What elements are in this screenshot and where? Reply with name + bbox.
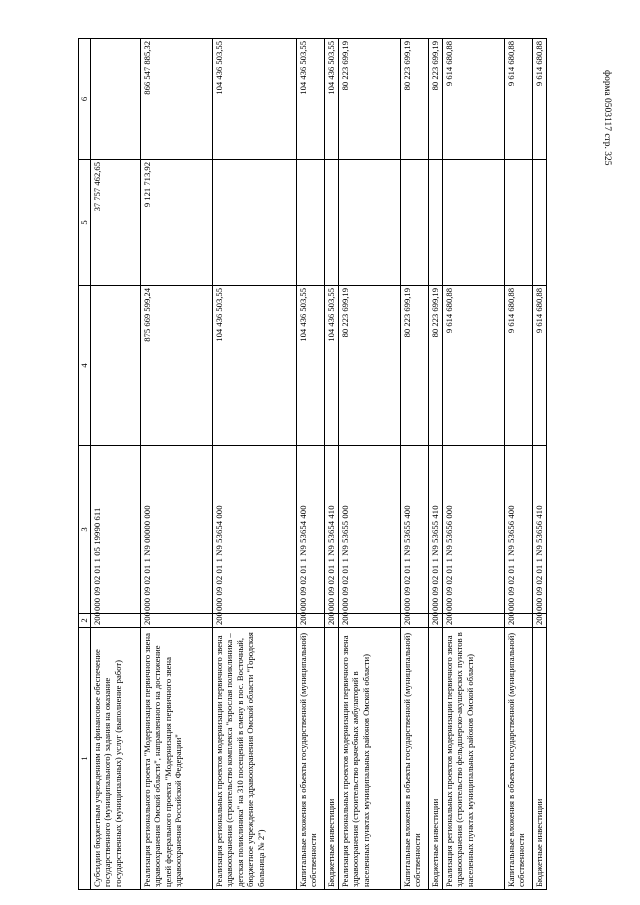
form-label: форма 0503117 стр. 325	[602, 70, 612, 166]
row-name: Субсидии бюджетным учреждениям на финансовое обеспечение государственного (муниципального) задания на оказание государственных (муниципальных) услуг (выполнение работ)	[91, 628, 141, 890]
table-row	[297, 39, 325, 890]
row-unexecuted: 80 223 699,19	[339, 39, 401, 160]
row-unexecuted: 9 614 680,88	[443, 39, 505, 160]
row-unexecuted: 9 614 680,88	[505, 39, 533, 160]
row-name: Капитальные вложения в объекты государственной (муниципальной) собственности	[401, 628, 429, 890]
table-row	[443, 39, 505, 890]
row-budget-code: 000 09 02 01 1 05 19990 611	[91, 446, 141, 614]
table-row	[213, 39, 297, 890]
header-col-2: 2	[79, 614, 91, 628]
table-row	[339, 39, 401, 890]
row-budget-code: 000 09 02 01 1 N9 53656 000	[443, 446, 505, 614]
header-col-5: 5	[79, 160, 91, 286]
row-line-code: 200	[401, 614, 429, 628]
row-approved: 9 614 680,88	[533, 286, 547, 446]
row-name: Бюджетные инвестиции	[325, 628, 339, 890]
row-executed	[443, 160, 505, 286]
row-approved: 104 436 503,55	[297, 286, 325, 446]
row-executed	[339, 160, 401, 286]
row-name: Реализация регионального проекта "Модернизация первичного звена здравоохранения Омской области", направленного на достижение целей федерального проекта "Модернизация первичного звена здравоохранения Российской Федерации"	[141, 628, 213, 890]
row-unexecuted: 80 223 699,19	[401, 39, 429, 160]
row-approved: 104 436 503,55	[325, 286, 339, 446]
row-name: Капитальные вложения в объекты государственной (муниципальной) собственности	[297, 628, 325, 890]
row-budget-code: 000 09 02 01 1 N9 53654 000	[213, 446, 297, 614]
row-line-code: 200	[339, 614, 401, 628]
rotated-page	[78, 39, 544, 890]
header-col-3: 3	[79, 446, 91, 614]
row-line-code: 200	[429, 614, 443, 628]
table-header-row	[79, 39, 91, 890]
header-col-6: 6	[79, 39, 91, 160]
row-executed	[505, 160, 533, 286]
table-row	[533, 39, 547, 890]
row-approved: 875 669 599,24	[141, 286, 213, 446]
row-line-code: 200	[141, 614, 213, 628]
row-executed	[401, 160, 429, 286]
table-row	[141, 39, 213, 890]
row-executed	[429, 160, 443, 286]
row-unexecuted	[91, 39, 141, 160]
row-budget-code: 000 09 02 01 1 N9 53656 410	[533, 446, 547, 614]
row-budget-code: 000 09 02 01 1 N9 53654 410	[325, 446, 339, 614]
row-line-code: 200	[91, 614, 141, 628]
row-budget-code: 000 09 02 01 1 N9 53655 400	[401, 446, 429, 614]
row-executed	[297, 160, 325, 286]
row-name: Капитальные вложения в объекты государственной (муниципальной) собственности	[505, 628, 533, 890]
row-unexecuted: 9 614 680,88	[533, 39, 547, 160]
row-line-code: 200	[505, 614, 533, 628]
row-name: Реализация региональных проектов модернизации первичного звена здравоохранения (строительство врачебных амбулаторий в населенных пунктах муниципальных районов Омской области)	[339, 628, 401, 890]
row-line-code: 200	[297, 614, 325, 628]
row-budget-code: 000 09 02 01 1 N9 53654 400	[297, 446, 325, 614]
table-row	[91, 39, 141, 890]
row-approved: 80 223 699,19	[339, 286, 401, 446]
header-col-1: 1	[79, 628, 91, 890]
table-row	[325, 39, 339, 890]
row-executed	[213, 160, 297, 286]
row-name: Реализация региональных проектов модернизации первичного звена здравоохранения (строительство фельдшерско-акушерских пунктов в населенных пунктах муниципальных районов Омской области)	[443, 628, 505, 890]
row-unexecuted: 104 436 503,55	[297, 39, 325, 160]
row-approved: 9 614 680,88	[443, 286, 505, 446]
budget-table	[78, 38, 547, 890]
row-approved: 80 223 699,19	[401, 286, 429, 446]
row-unexecuted: 80 223 699,19	[429, 39, 443, 160]
row-budget-code: 000 09 02 01 1 N9 53655 410	[429, 446, 443, 614]
row-name: Реализация региональных проектов модернизации первичного звена здравоохранения (строительство комплекса "взрослая поликлиника – детская поликлиника" на 310 посещений в смену в пос. Восточный, бюджетное учреждение здравоохранения Омской области "Городская больница № 2")	[213, 628, 297, 890]
row-approved	[91, 286, 141, 446]
row-budget-code: 000 09 02 01 1 N9 53656 400	[505, 446, 533, 614]
row-budget-code: 000 09 02 01 1 N9 00000 000	[141, 446, 213, 614]
row-unexecuted: 104 436 503,55	[213, 39, 297, 160]
table-row	[401, 39, 429, 890]
row-line-code: 200	[533, 614, 547, 628]
row-approved: 104 436 503,55	[213, 286, 297, 446]
row-name: Бюджетные инвестиции	[533, 628, 547, 890]
table-row	[429, 39, 443, 890]
row-budget-code: 000 09 02 01 1 N9 53655 000	[339, 446, 401, 614]
row-executed	[325, 160, 339, 286]
table-row	[505, 39, 533, 890]
row-line-code: 200	[325, 614, 339, 628]
row-executed: 37 757 462,65	[91, 160, 141, 286]
row-unexecuted: 104 436 503,55	[325, 39, 339, 160]
row-executed	[533, 160, 547, 286]
row-unexecuted: 866 547 885,32	[141, 39, 213, 160]
row-line-code: 200	[213, 614, 297, 628]
header-col-4: 4	[79, 286, 91, 446]
row-line-code: 200	[443, 614, 505, 628]
row-approved: 80 223 699,19	[429, 286, 443, 446]
row-approved: 9 614 680,88	[505, 286, 533, 446]
row-name: Бюджетные инвестиции	[429, 628, 443, 890]
row-executed: 9 121 713,92	[141, 160, 213, 286]
